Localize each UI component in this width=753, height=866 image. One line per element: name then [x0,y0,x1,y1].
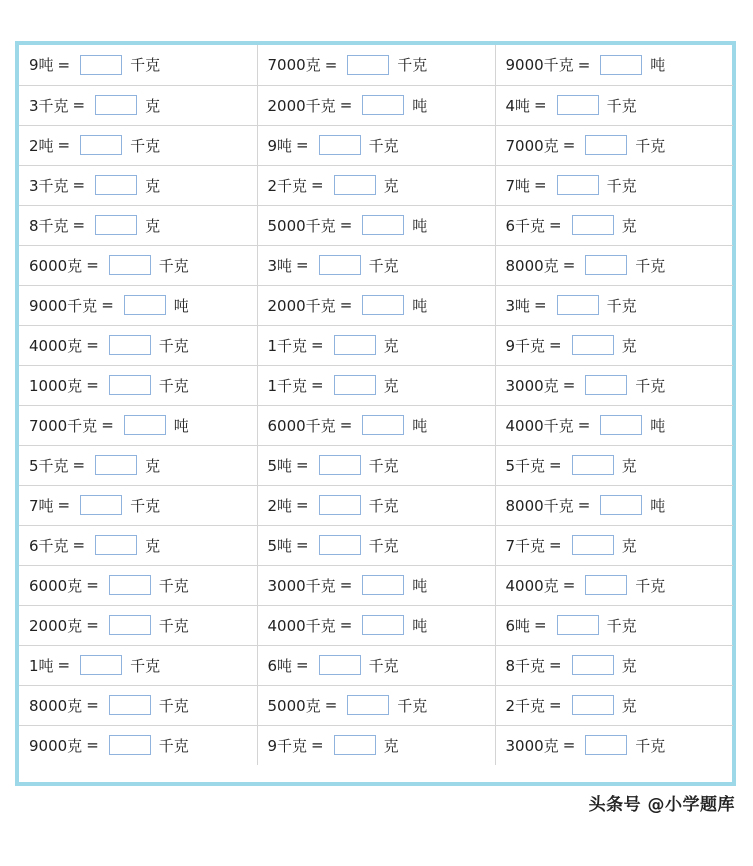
table-row [19,685,733,725]
equals-sign: = [339,96,353,114]
equals-sign: = [86,576,99,594]
target-unit: 克 [383,376,399,395]
answer-box[interactable] [557,615,599,635]
problem-cell [257,45,495,85]
target-unit: 克 [621,536,637,555]
target-unit: 吨 [650,56,666,75]
equals-sign: = [534,176,547,194]
target-unit: 千克 [606,616,637,635]
problem-cell [495,645,733,685]
problem-cell [495,245,733,285]
table-row [19,725,733,765]
answer-box[interactable] [319,135,361,155]
problem-cell [257,485,495,525]
problem-quantity: 8千克 [505,656,546,675]
equals-sign: = [101,416,114,434]
answer-box[interactable] [362,95,404,115]
problem-cell [257,685,495,725]
problem-quantity: 8000克 [505,256,559,275]
equals-sign: = [311,336,324,354]
equals-sign: = [86,696,99,714]
problem-cell [495,205,733,245]
target-unit: 吨 [173,296,189,315]
equals-sign: = [86,736,99,755]
target-unit: 克 [383,176,399,195]
equals-sign: = [562,576,576,594]
answer-box[interactable] [572,695,614,715]
target-unit: 克 [145,456,161,475]
conversion-table [19,45,733,765]
table-row [19,405,733,445]
target-unit: 千克 [368,456,399,475]
problem-quantity: 3吨 [505,296,531,315]
equals-sign: = [549,456,562,474]
answer-box[interactable] [572,655,614,675]
target-unit: 千克 [368,536,399,555]
answer-box[interactable] [80,55,122,75]
problem-quantity: 2千克 [505,696,546,715]
target-unit: 千克 [397,696,428,715]
problem-cell [495,125,733,165]
table-row [19,445,733,485]
target-unit: 克 [621,216,637,235]
problem-quantity: 6吨 [267,656,293,675]
equals-sign: = [72,216,86,234]
problem-cell [495,85,733,125]
target-unit: 千克 [158,576,189,595]
answer-box[interactable] [362,575,404,595]
target-unit: 千克 [368,256,399,275]
target-unit: 千克 [606,96,637,115]
problem-quantity: 4000克 [29,336,83,355]
target-unit: 吨 [412,96,428,115]
target-unit: 克 [383,736,399,755]
answer-box[interactable] [362,215,404,235]
table-row [19,645,733,685]
problem-quantity: 7000克 [267,56,321,75]
problem-cell [495,445,733,485]
problem-cell [19,405,257,445]
answer-box[interactable] [95,455,137,475]
equals-sign: = [534,616,547,634]
problem-quantity: 7吨 [29,496,54,515]
answer-box[interactable] [362,615,404,635]
target-unit: 千克 [368,656,399,675]
answer-box[interactable] [95,215,137,235]
problem-cell [19,645,257,685]
problem-cell [257,605,495,645]
problem-quantity: 6000克 [29,576,83,595]
problem-quantity: 4吨 [505,96,531,115]
answer-box[interactable] [80,655,122,675]
problem-cell [257,85,495,125]
problem-quantity: 3000千克 [267,576,336,595]
equals-sign: = [57,55,71,74]
problem-quantity: 3千克 [29,96,69,115]
table-row [19,245,733,285]
problem-cell [495,285,733,325]
problem-quantity: 6吨 [505,616,531,635]
equals-sign: = [72,176,86,194]
equals-sign: = [577,55,591,74]
table-row [19,605,733,645]
equals-sign: = [311,376,324,394]
problem-quantity: 1000克 [29,376,83,395]
problem-cell [19,165,257,205]
answer-box[interactable] [109,335,151,355]
equals-sign: = [339,296,353,314]
problem-quantity: 7吨 [505,176,531,195]
equals-sign: = [86,336,99,354]
target-unit: 千克 [635,256,666,275]
target-unit: 吨 [412,576,428,595]
target-unit: 吨 [650,416,666,435]
equals-sign: = [311,736,324,755]
equals-sign: = [339,616,353,634]
answer-box[interactable] [572,335,614,355]
answer-box[interactable] [585,735,627,755]
target-unit: 千克 [158,736,189,755]
answer-box[interactable] [362,295,404,315]
table-row [19,565,733,605]
answer-box[interactable] [557,175,599,195]
equals-sign: = [534,96,547,114]
problem-cell [257,525,495,565]
problem-quantity: 7000克 [505,136,559,155]
equals-sign: = [101,296,114,314]
answer-box[interactable] [80,135,122,155]
answer-box[interactable] [585,575,627,595]
problem-quantity: 9吨 [267,136,293,155]
problem-cell [495,45,733,85]
equals-sign: = [562,136,576,154]
table-row [19,285,733,325]
problem-cell [19,605,257,645]
problem-cell [19,85,257,125]
answer-box[interactable] [334,175,376,195]
problem-quantity: 5千克 [505,456,546,475]
problem-quantity: 5吨 [267,536,293,555]
equals-sign: = [549,656,562,674]
problem-cell [495,565,733,605]
problem-quantity: 9000克 [29,736,83,755]
problem-cell [257,645,495,685]
problem-quantity: 6千克 [29,536,69,555]
problem-cell [495,365,733,405]
target-unit: 千克 [130,656,161,675]
equals-sign: = [57,136,71,154]
problem-cell [19,525,257,565]
target-unit: 千克 [606,296,637,315]
equals-sign: = [549,216,562,234]
target-unit: 千克 [635,376,666,395]
equals-sign: = [339,576,353,594]
target-unit: 千克 [397,56,428,75]
target-unit: 克 [383,336,399,355]
table-row [19,205,733,245]
target-unit: 千克 [130,56,161,75]
problem-quantity: 6000千克 [267,416,336,435]
equals-sign: = [296,456,309,474]
answer-box[interactable] [334,735,376,755]
target-unit: 千克 [368,136,399,155]
problem-cell [257,365,495,405]
problem-quantity: 4000克 [505,576,559,595]
problem-quantity: 3000克 [505,736,559,755]
equals-sign: = [57,656,71,674]
answer-box[interactable] [557,95,599,115]
answer-box[interactable] [319,495,361,515]
problem-cell [257,725,495,765]
answer-box[interactable] [347,55,389,75]
equals-sign: = [577,496,591,514]
answer-box[interactable] [600,495,642,515]
equals-sign: = [339,416,353,434]
equals-sign: = [72,456,86,474]
equals-sign: = [324,696,338,714]
problem-cell [19,325,257,365]
problem-quantity: 5吨 [267,456,293,475]
equals-sign: = [562,256,576,274]
target-unit: 吨 [412,616,428,635]
target-unit: 千克 [158,336,189,355]
answer-box[interactable] [109,615,151,635]
equals-sign: = [296,496,309,514]
equals-sign: = [339,216,353,234]
target-unit: 千克 [130,496,161,515]
answer-box[interactable] [124,415,166,435]
target-unit: 克 [145,96,161,115]
equals-sign: = [562,736,576,755]
problem-quantity: 2千克 [267,176,308,195]
target-unit: 克 [621,696,637,715]
equals-sign: = [296,136,309,154]
problem-quantity: 2000千克 [267,296,336,315]
problem-cell [257,125,495,165]
equals-sign: = [296,656,309,674]
answer-box[interactable] [334,375,376,395]
problem-cell [257,205,495,245]
target-unit: 吨 [412,416,428,435]
problem-quantity: 8千克 [29,216,69,235]
answer-box[interactable] [572,215,614,235]
answer-box[interactable] [362,415,404,435]
target-unit: 吨 [650,496,666,515]
equals-sign: = [549,336,562,354]
problem-quantity: 2吨 [29,136,54,155]
problem-cell [19,685,257,725]
answer-box[interactable] [600,55,642,75]
problem-quantity: 1吨 [29,656,54,675]
problem-quantity: 9000千克 [505,56,574,75]
problem-cell [495,405,733,445]
target-unit: 千克 [635,136,666,155]
target-unit: 千克 [130,136,161,155]
problem-cell [495,725,733,765]
problem-cell [257,285,495,325]
problem-cell [19,445,257,485]
answer-box[interactable] [347,695,389,715]
problem-cell [257,405,495,445]
problem-quantity: 3千克 [29,176,69,195]
problem-cell [19,725,257,765]
answer-box[interactable] [109,695,151,715]
answer-box[interactable] [557,295,599,315]
problem-quantity: 5000千克 [267,216,336,235]
problem-cell [495,485,733,525]
problem-quantity: 6千克 [505,216,546,235]
equals-sign: = [86,256,99,274]
problem-cell [19,45,257,85]
answer-box[interactable] [95,535,137,555]
answer-box[interactable] [319,655,361,675]
problem-quantity: 1千克 [267,336,308,355]
answer-box[interactable] [124,295,166,315]
problem-cell [257,325,495,365]
problem-quantity: 1千克 [267,376,308,395]
target-unit: 千克 [158,256,189,275]
target-unit: 千克 [606,176,637,195]
answer-box[interactable] [80,495,122,515]
problem-cell [495,685,733,725]
answer-box[interactable] [109,575,151,595]
problem-cell [19,285,257,325]
answer-box[interactable] [585,375,627,395]
table-row [19,485,733,525]
equals-sign: = [534,296,547,314]
target-unit: 克 [145,536,161,555]
equals-sign: = [296,256,309,274]
watermark: 头条号 @小学题库 [588,795,735,815]
problem-quantity: 4000千克 [505,416,574,435]
problem-cell [257,445,495,485]
target-unit: 吨 [173,416,189,435]
problem-quantity: 2吨 [267,496,293,515]
target-unit: 克 [145,216,161,235]
target-unit: 克 [621,336,637,355]
worksheet-frame [15,41,736,786]
answer-box[interactable] [109,375,151,395]
answer-box[interactable] [585,255,627,275]
answer-box[interactable] [319,255,361,275]
problem-cell [257,245,495,285]
problem-quantity: 9千克 [267,736,308,755]
problem-cell [495,165,733,205]
equals-sign: = [549,536,562,554]
target-unit: 吨 [412,296,428,315]
target-unit: 克 [145,176,161,195]
equals-sign: = [562,376,576,394]
problem-cell [19,125,257,165]
table-row [19,165,733,205]
target-unit: 千克 [635,736,666,755]
answer-box[interactable] [572,535,614,555]
table-row [19,365,733,405]
equals-sign: = [86,376,99,394]
equals-sign: = [577,416,591,434]
answer-box[interactable] [585,135,627,155]
problem-quantity: 2000克 [29,616,83,635]
answer-box[interactable] [95,175,137,195]
equals-sign: = [72,96,86,114]
problem-quantity: 8000千克 [505,496,574,515]
answer-box[interactable] [109,735,151,755]
problem-quantity: 6000克 [29,256,83,275]
problem-quantity: 3000克 [505,376,559,395]
problem-quantity: 5千克 [29,456,69,475]
answer-box[interactable] [95,95,137,115]
equals-sign: = [296,536,309,554]
equals-sign: = [324,55,338,74]
table-row [19,525,733,565]
problem-cell [19,565,257,605]
problem-cell [19,205,257,245]
target-unit: 千克 [368,496,399,515]
problem-quantity: 7千克 [505,536,546,555]
problem-cell [19,485,257,525]
equals-sign: = [311,176,324,194]
answer-box[interactable] [319,455,361,475]
problem-quantity: 9000千克 [29,296,98,315]
problem-cell [257,565,495,605]
problem-cell [19,245,257,285]
table-row [19,85,733,125]
table-row [19,125,733,165]
problem-quantity: 8000克 [29,696,83,715]
target-unit: 千克 [158,376,189,395]
problem-cell [495,525,733,565]
problem-quantity: 9千克 [505,336,546,355]
problem-quantity: 4000千克 [267,616,336,635]
target-unit: 克 [621,456,637,475]
target-unit: 克 [621,656,637,675]
equals-sign: = [57,496,71,514]
problem-quantity: 9吨 [29,56,54,75]
equals-sign: = [549,696,562,714]
problem-quantity: 3吨 [267,256,293,275]
answer-box[interactable] [334,335,376,355]
problem-cell [257,165,495,205]
problem-quantity: 2000千克 [267,96,336,115]
problem-cell [495,325,733,365]
target-unit: 千克 [635,576,666,595]
target-unit: 吨 [412,216,428,235]
problem-quantity: 7000千克 [29,416,98,435]
answer-box[interactable] [600,415,642,435]
table-row [19,325,733,365]
problem-quantity: 5000克 [267,696,321,715]
answer-box[interactable] [572,455,614,475]
answer-box[interactable] [109,255,151,275]
equals-sign: = [72,536,86,554]
answer-box[interactable] [319,535,361,555]
target-unit: 千克 [158,616,189,635]
target-unit: 千克 [158,696,189,715]
table-row [19,45,733,85]
problem-cell [19,365,257,405]
problem-cell [495,605,733,645]
equals-sign: = [86,616,99,634]
